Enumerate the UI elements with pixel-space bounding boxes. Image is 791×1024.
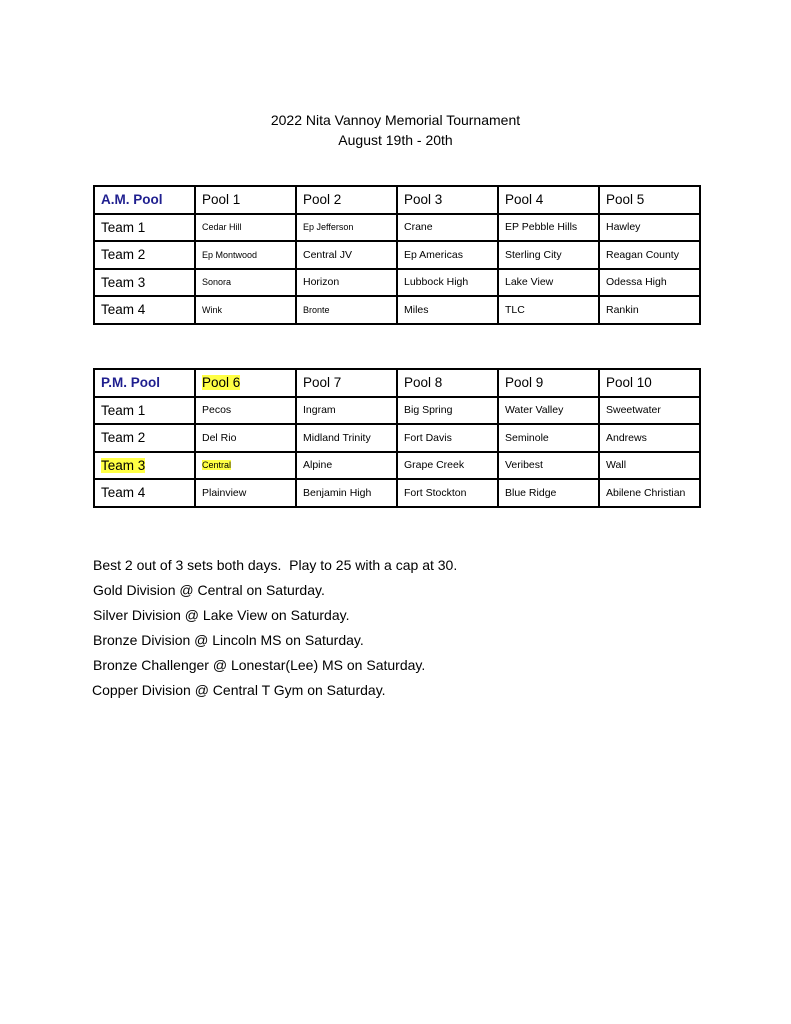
team-cell: Abilene Christian <box>599 479 700 507</box>
team-cell: Sweetwater <box>599 397 700 425</box>
pool-header: Pool 4 <box>498 186 599 214</box>
team-cell: TLC <box>498 296 599 324</box>
table-row <box>94 296 700 324</box>
team-label-highlighted <box>94 452 195 480</box>
team-cell: Sonora <box>195 269 296 297</box>
pool-header-highlighted <box>195 369 296 397</box>
table-header-row <box>94 369 700 397</box>
am-pool-label: A.M. Pool <box>101 192 163 208</box>
pool-header: Pool 8 <box>397 369 498 397</box>
team-cell: Odessa High <box>599 269 700 297</box>
pool-header: Pool 1 <box>195 186 296 214</box>
pm-pool-label-cell <box>94 369 195 397</box>
pool-header: Pool 9 <box>498 369 599 397</box>
table-row <box>94 269 700 297</box>
team-label: Team 1 <box>94 214 195 242</box>
tournament-dates: August 19th - 20th <box>338 132 453 148</box>
team-cell: Miles <box>397 296 498 324</box>
team-label: Team 4 <box>94 296 195 324</box>
table-row <box>94 452 700 480</box>
table-row <box>94 214 700 242</box>
pool-header: Pool 2 <box>296 186 397 214</box>
team-cell: Benjamin High <box>296 479 397 507</box>
team-cell: Central JV <box>296 241 397 269</box>
team-label: Team 3 <box>94 269 195 297</box>
team-cell: Veribest <box>498 452 599 480</box>
team-cell: Ep Jefferson <box>296 214 397 242</box>
team-label: Team 1 <box>94 397 195 425</box>
team-cell: Ingram <box>296 397 397 425</box>
team-cell: Pecos <box>195 397 296 425</box>
table-row <box>94 241 700 269</box>
note-bronze-division: Bronze Division @ Lincoln MS on Saturday. <box>93 632 364 648</box>
team-cell-highlighted <box>195 452 296 480</box>
team-3-highlight: Team 3 <box>101 457 146 473</box>
pm-pool-label: P.M. Pool <box>101 375 161 391</box>
tournament-notes <box>93 555 457 705</box>
note-silver-division: Silver Division @ Lake View on Saturday. <box>93 607 350 623</box>
table-row <box>94 479 700 507</box>
team-label: Team 4 <box>94 479 195 507</box>
team-cell: Crane <box>397 214 498 242</box>
team-cell: Horizon <box>296 269 397 297</box>
team-cell: Midland Trinity <box>296 424 397 452</box>
team-cell: Lubbock High <box>397 269 498 297</box>
table-row <box>94 424 700 452</box>
team-cell: Rankin <box>599 296 700 324</box>
table-header-row <box>94 186 700 214</box>
team-cell: Blue Ridge <box>498 479 599 507</box>
team-cell: Del Rio <box>195 424 296 452</box>
team-cell: Wall <box>599 452 700 480</box>
am-pool-table <box>93 185 701 325</box>
team-cell: Plainview <box>195 479 296 507</box>
team-cell: Cedar Hill <box>195 214 296 242</box>
pool-header: Pool 7 <box>296 369 397 397</box>
note-copper-division: Copper Division @ Central T Gym on Saturday. <box>92 682 386 698</box>
team-cell: Ep Americas <box>397 241 498 269</box>
team-cell: Reagan County <box>599 241 700 269</box>
am-pool-label-cell <box>94 186 195 214</box>
note-sets-rule: Best 2 out of 3 sets both days. Play to 25 with a cap at 30. <box>93 557 458 573</box>
pool-6-highlight: Pool 6 <box>202 375 241 391</box>
team-cell: Andrews <box>599 424 700 452</box>
note-bronze-challenger: Bronze Challenger @ Lonestar(Lee) MS on Saturday. <box>93 657 426 673</box>
team-cell: Wink <box>195 296 296 324</box>
pool-header: Pool 5 <box>599 186 700 214</box>
team-label: Team 2 <box>94 241 195 269</box>
team-cell: Bronte <box>296 296 397 324</box>
central-highlight: Central <box>202 460 232 471</box>
team-cell: Sterling City <box>498 241 599 269</box>
team-cell: Big Spring <box>397 397 498 425</box>
tournament-title: 2022 Nita Vannoy Memorial Tournament <box>270 112 521 128</box>
pool-header: Pool 10 <box>599 369 700 397</box>
team-cell: Seminole <box>498 424 599 452</box>
team-cell: Ep Montwood <box>195 241 296 269</box>
table-row <box>94 397 700 425</box>
team-cell: Fort Davis <box>397 424 498 452</box>
team-cell: Water Valley <box>498 397 599 425</box>
team-cell: Hawley <box>599 214 700 242</box>
team-cell: Lake View <box>498 269 599 297</box>
pool-header: Pool 3 <box>397 186 498 214</box>
note-gold-division: Gold Division @ Central on Saturday. <box>93 582 325 598</box>
document-header <box>0 110 791 150</box>
team-label: Team 2 <box>94 424 195 452</box>
team-cell: EP Pebble Hills <box>498 214 599 242</box>
team-cell: Grape Creek <box>397 452 498 480</box>
pm-pool-table <box>93 368 701 508</box>
team-cell: Fort Stockton <box>397 479 498 507</box>
team-cell: Alpine <box>296 452 397 480</box>
